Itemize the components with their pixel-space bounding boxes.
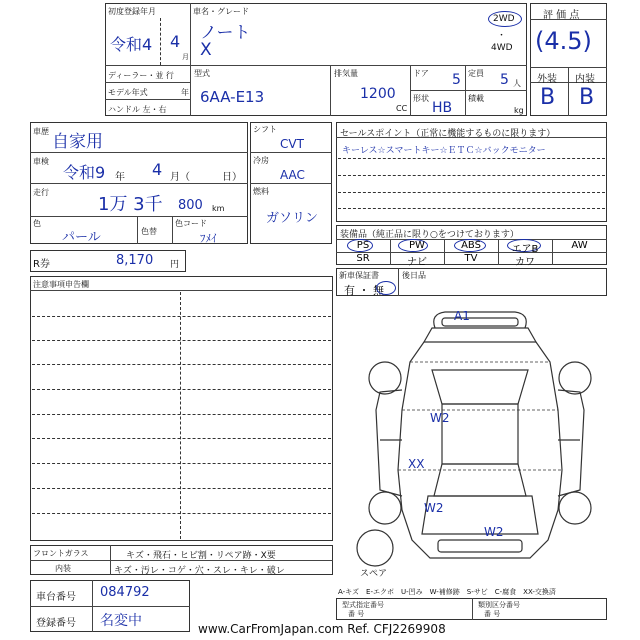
warranty-value: 有 ・ 無 <box>344 284 384 297</box>
first-reg-label: 初度登録年月 <box>108 7 156 16</box>
chassis-label: 車台番号 <box>36 592 76 603</box>
shift-value: CVT <box>280 137 304 151</box>
door-label: ドア <box>413 69 429 78</box>
designation-label: 型式指定番号 <box>342 601 384 609</box>
load-unit: kg <box>514 106 524 115</box>
dealer-label: ディーラー・並 行 <box>108 71 174 80</box>
inspection-month: 4 <box>152 160 163 179</box>
registration-value: 名変中 <box>100 613 142 629</box>
warranty-none-circle <box>376 281 396 295</box>
shift-label: シフト <box>253 125 277 134</box>
damage-legend: A-キズ E-エクボ U-凹み W-補修跡 S-サビ C-腐食 XX-交換済 <box>338 588 556 596</box>
mileage-value: 1万 3千 <box>98 194 163 215</box>
equip-tv: TV <box>464 253 478 264</box>
equip-sr: SR <box>356 253 370 264</box>
fuel-label: 燃料 <box>253 187 269 196</box>
car-name-label: 車名・グレード <box>193 7 249 16</box>
equip-airbag: エアB <box>511 244 539 255</box>
notes-label: 注意事項申告欄 <box>33 280 89 289</box>
class-sub: 番 号 <box>484 610 501 618</box>
first-reg-era: 令和4 <box>110 35 153 54</box>
fuel-value: ガソリン <box>266 211 319 226</box>
handle-label: ハンドル 左・右 <box>108 105 167 114</box>
designation-sub: 番 号 <box>348 610 365 618</box>
warranty-new-label: 新車保証書 <box>339 271 379 280</box>
mark-w2-hood: W2 <box>430 411 450 425</box>
inspection-year-unit: 年 <box>115 172 125 183</box>
ac-value: AAC <box>280 168 305 182</box>
spare-label: スペア <box>360 569 388 579</box>
interior-value: B <box>579 85 595 110</box>
equip-navi: ナビ <box>407 257 427 268</box>
equip-abs: ABS <box>461 240 481 251</box>
equip-ps: PS <box>356 240 370 251</box>
car-diagram <box>340 300 607 580</box>
drive-4wd: 4WD <box>491 43 513 53</box>
model-year-label: モデル年式 <box>108 88 148 97</box>
mark-w2-side: W2 <box>484 525 504 539</box>
capacity-label: 定員 <box>468 69 484 78</box>
warranty-history-label: 後日品 <box>402 271 426 280</box>
sales-point-text: キーレス☆スマートキー☆ＥＴＣ☆バックモニター <box>342 146 546 156</box>
first-reg-month-unit: 月 <box>182 53 189 61</box>
grade-name: X <box>200 40 212 60</box>
capacity-value: 5 <box>500 72 509 88</box>
interior-damage-text: キズ・汚レ・コゲ・穴・スレ・キレ・破レ <box>114 566 285 576</box>
color-label: 色 <box>33 219 41 228</box>
interior-damage-label: 内装 <box>55 564 71 573</box>
color-code-label: 色コード <box>175 219 207 228</box>
exterior-label: 外装 <box>537 74 557 85</box>
mileage-unit: km <box>212 204 225 213</box>
registration-label: 登録番号 <box>36 618 76 629</box>
front-glass-label: フロントガラス <box>33 549 89 558</box>
model-value: 6AA-E13 <box>200 88 265 106</box>
mark-a1: A1 <box>454 309 470 323</box>
usage-label: 車歴 <box>33 127 49 136</box>
sales-point-label: セールスポイント（正常に機能するものに限ります） <box>340 129 556 139</box>
door-value: 5 <box>452 72 461 88</box>
displacement-label: 排気量 <box>334 69 358 78</box>
mileage-label: 走行 <box>33 188 49 197</box>
score-label: 評 価 点 <box>543 10 580 21</box>
inspection-label: 車検 <box>33 157 49 166</box>
equip-pw: PW <box>409 240 425 251</box>
displacement-value: 1200 <box>360 86 396 102</box>
mark-xx: XX <box>408 457 425 471</box>
load-label: 積載 <box>468 94 484 103</box>
recycle-box <box>30 250 186 272</box>
model-label: 型式 <box>194 69 210 78</box>
equipment-label: 装備品（純正品に限り○をつけております） <box>340 230 519 240</box>
drive-dot: ・ <box>497 31 507 41</box>
chassis-value: 084792 <box>100 585 150 600</box>
displacement-unit: CC <box>396 104 408 113</box>
watermark: www.CarFromJapan.com Ref. CFJ2269908 <box>198 622 446 636</box>
usage-value: 自家用 <box>52 132 103 152</box>
color-swap-label: 色替 <box>141 227 157 236</box>
mark-w2-rear: W2 <box>424 501 444 515</box>
inspection-month-unit: 月（ <box>170 172 190 183</box>
model-year-unit: 年 <box>181 88 189 97</box>
front-glass-text: キズ・飛石・ヒビ割・リペア跡・X要 <box>126 551 276 561</box>
capacity-unit: 人 <box>513 79 521 88</box>
equip-aw: AW <box>571 240 588 251</box>
color-value: パール <box>62 230 101 245</box>
car-name: ノート <box>200 23 251 43</box>
shape-label: 形状 <box>413 94 429 103</box>
recycle-unit: 円 <box>170 260 180 270</box>
inspection-day-unit: 日） <box>222 172 242 183</box>
first-reg-month: 4 <box>170 32 181 51</box>
recycle-value: 8,170 <box>116 253 154 268</box>
interior-label: 内装 <box>575 74 595 85</box>
ac-label: 冷房 <box>253 156 269 165</box>
exterior-value: B <box>540 85 556 110</box>
color-code-value: ﾌﾒｲ <box>200 232 217 245</box>
drive-2wd: 2WD <box>493 14 515 24</box>
mileage-sub: 800 <box>178 198 203 213</box>
inspection-era: 令和9 <box>63 163 106 182</box>
recycle-label: R券 <box>33 259 50 270</box>
equip-leather: カワ <box>515 257 535 268</box>
score-value: (4.5) <box>535 27 592 55</box>
shape-value: HB <box>432 100 453 116</box>
class-label: 類別区分番号 <box>478 601 520 609</box>
